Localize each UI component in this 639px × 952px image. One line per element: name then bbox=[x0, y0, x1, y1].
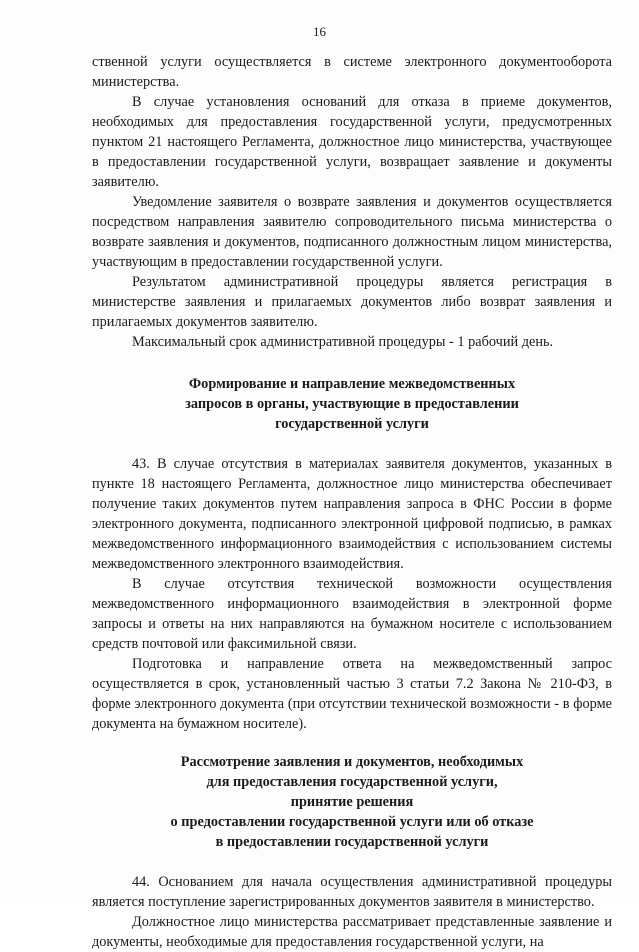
page-number: 16 bbox=[313, 24, 326, 39]
paragraph-item-43: 43. В случае отсутствия в материалах заявителя документов, указанных в пункте 18 настоящего Регламента, должностное лицо министерства обеспечивает получение таких документов путем направления запроса в ФНС России в форме электронного документа, подписанного электронной цифровой подписью, в рамках межведомственного информационного взаимодействия с использованием системы межведомственного электронного взаимодействия. bbox=[92, 456, 612, 572]
heading-line: о предоставлении государственной услуги или об отказе bbox=[170, 814, 534, 830]
paragraph: Уведомление заявителя о возврате заявления и документов осуществляется посредством направления заявителю сопроводительного письма министерства о возврате заявления и документов, подписанного должностным лицом министерства, участвующим в предоставлении государственной услуги. bbox=[92, 194, 612, 270]
paragraph: В случае отсутствия технической возможности осуществления межведомственного информационного взаимодействия в электронной форме запросы и ответы на них направляются на бумажном носителе с использованием средств почтовой или факсимильной связи. bbox=[92, 576, 612, 652]
paragraph: Результатом административной процедуры является регистрация в министерстве заявления и прилагаемых документов либо возврат заявления и прилагаемых документов заявителю. bbox=[92, 274, 612, 330]
paragraph: Подготовка и направление ответа на межведомственный запрос осуществляется в срок, установленный частью 3 статьи 7.2 Закона № 210-ФЗ, в форме электронного документа (при отсутствии технической возможности - в форме документа на бумажном носителе). bbox=[92, 656, 612, 732]
heading-line: Формирование и направление межведомственных bbox=[188, 376, 516, 392]
spacer bbox=[92, 852, 612, 872]
paragraph-item-44: 44. Основанием для начала осуществления административной процедуры является поступление зарегистрированных документов заявителя в министерство. bbox=[92, 874, 612, 910]
heading-line: государственной услуги bbox=[275, 416, 429, 432]
paragraph: В случае установления оснований для отказа в приеме документов, необходимых для предоставления государственной услуги, предусмотренных пунктом 21 настоящего Регламента, должностное лицо министерства, участвующее в предоставлении государственной услуги, возвращает заявление и документы заявителю. bbox=[92, 94, 612, 190]
paragraph: Должностное лицо министерства рассматривает представленные заявление и документы, необходимые для предоставления государственной услуги, на bbox=[92, 914, 612, 950]
spacer bbox=[92, 734, 612, 752]
heading-line: запросов в органы, участвующие в предоставлении bbox=[185, 396, 519, 412]
heading-line: в предоставлении государственной услуги bbox=[215, 834, 489, 850]
section-heading-requests bbox=[92, 374, 612, 434]
spacer bbox=[92, 352, 612, 374]
spacer bbox=[92, 434, 612, 454]
heading-line: Рассмотрение заявления и документов, необходимых bbox=[180, 754, 524, 770]
paragraph: Максимальный срок административной процедуры - 1 рабочий день. bbox=[132, 334, 554, 350]
document-body bbox=[92, 52, 612, 952]
heading-line: для предоставления государственной услуги, bbox=[206, 774, 498, 790]
section-heading-review bbox=[92, 752, 612, 852]
heading-line: принятие решения bbox=[290, 794, 414, 810]
paragraph-continuation: ственной услуги осуществляется в системе электронного документооборота министерства. bbox=[92, 54, 612, 90]
